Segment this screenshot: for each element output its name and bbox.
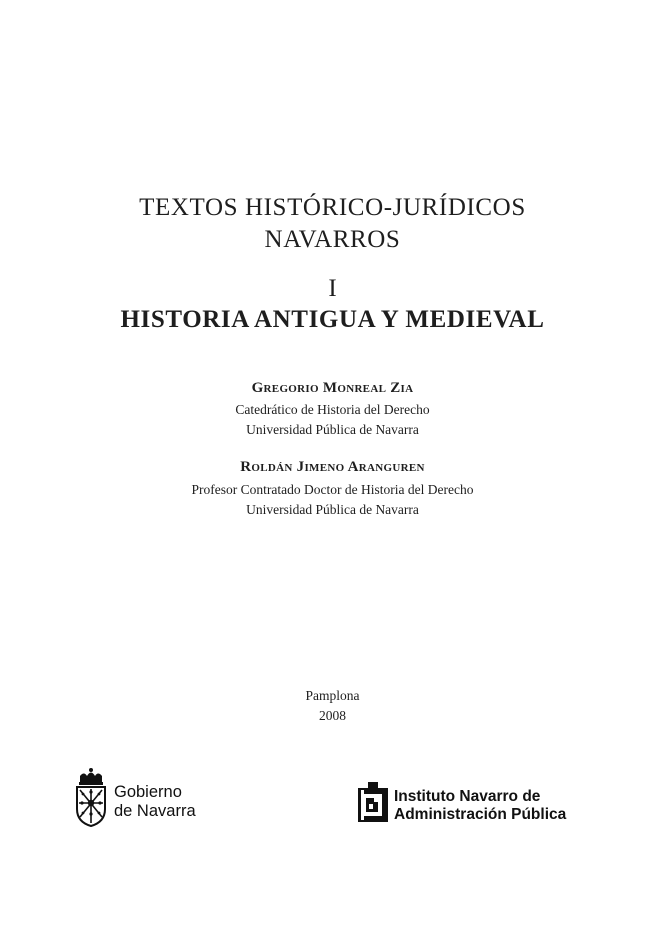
inap-emblem-icon bbox=[356, 778, 390, 824]
imprint-year: 2008 bbox=[319, 708, 346, 723]
gobierno-logo-line-1: Gobierno bbox=[114, 783, 182, 801]
author-2-institution: Universidad Pública de Navarra bbox=[246, 502, 419, 517]
author-1-position: Catedrático de Historia del Derecho bbox=[235, 402, 430, 417]
title-line-1: TEXTOS HISTÓRICO-JURÍDICOS bbox=[139, 194, 526, 221]
inap-logo bbox=[356, 778, 596, 828]
volume-number: I bbox=[328, 275, 337, 302]
gobierno-logo-line-2: de Navarra bbox=[114, 802, 196, 820]
title-line-2: NAVARROS bbox=[264, 226, 401, 253]
author-1-institution: Universidad Pública de Navarra bbox=[246, 422, 419, 437]
author-2-name: Roldán Jimeno Aranguren bbox=[240, 459, 425, 475]
inap-logo-line-1: Instituto Navarro de bbox=[394, 788, 541, 805]
volume-subtitle: HISTORIA ANTIGUA Y MEDIEVAL bbox=[120, 306, 545, 333]
imprint-place: Pamplona bbox=[305, 688, 360, 703]
gobierno-de-navarra-logo bbox=[72, 767, 222, 827]
author-2-position: Profesor Contratado Doctor de Historia del Derecho bbox=[191, 482, 474, 497]
navarra-coat-of-arms-icon bbox=[72, 767, 110, 827]
inap-logo-line-2: Administración Pública bbox=[394, 806, 567, 823]
author-1-name: Gregorio Monreal Zia bbox=[251, 380, 414, 396]
